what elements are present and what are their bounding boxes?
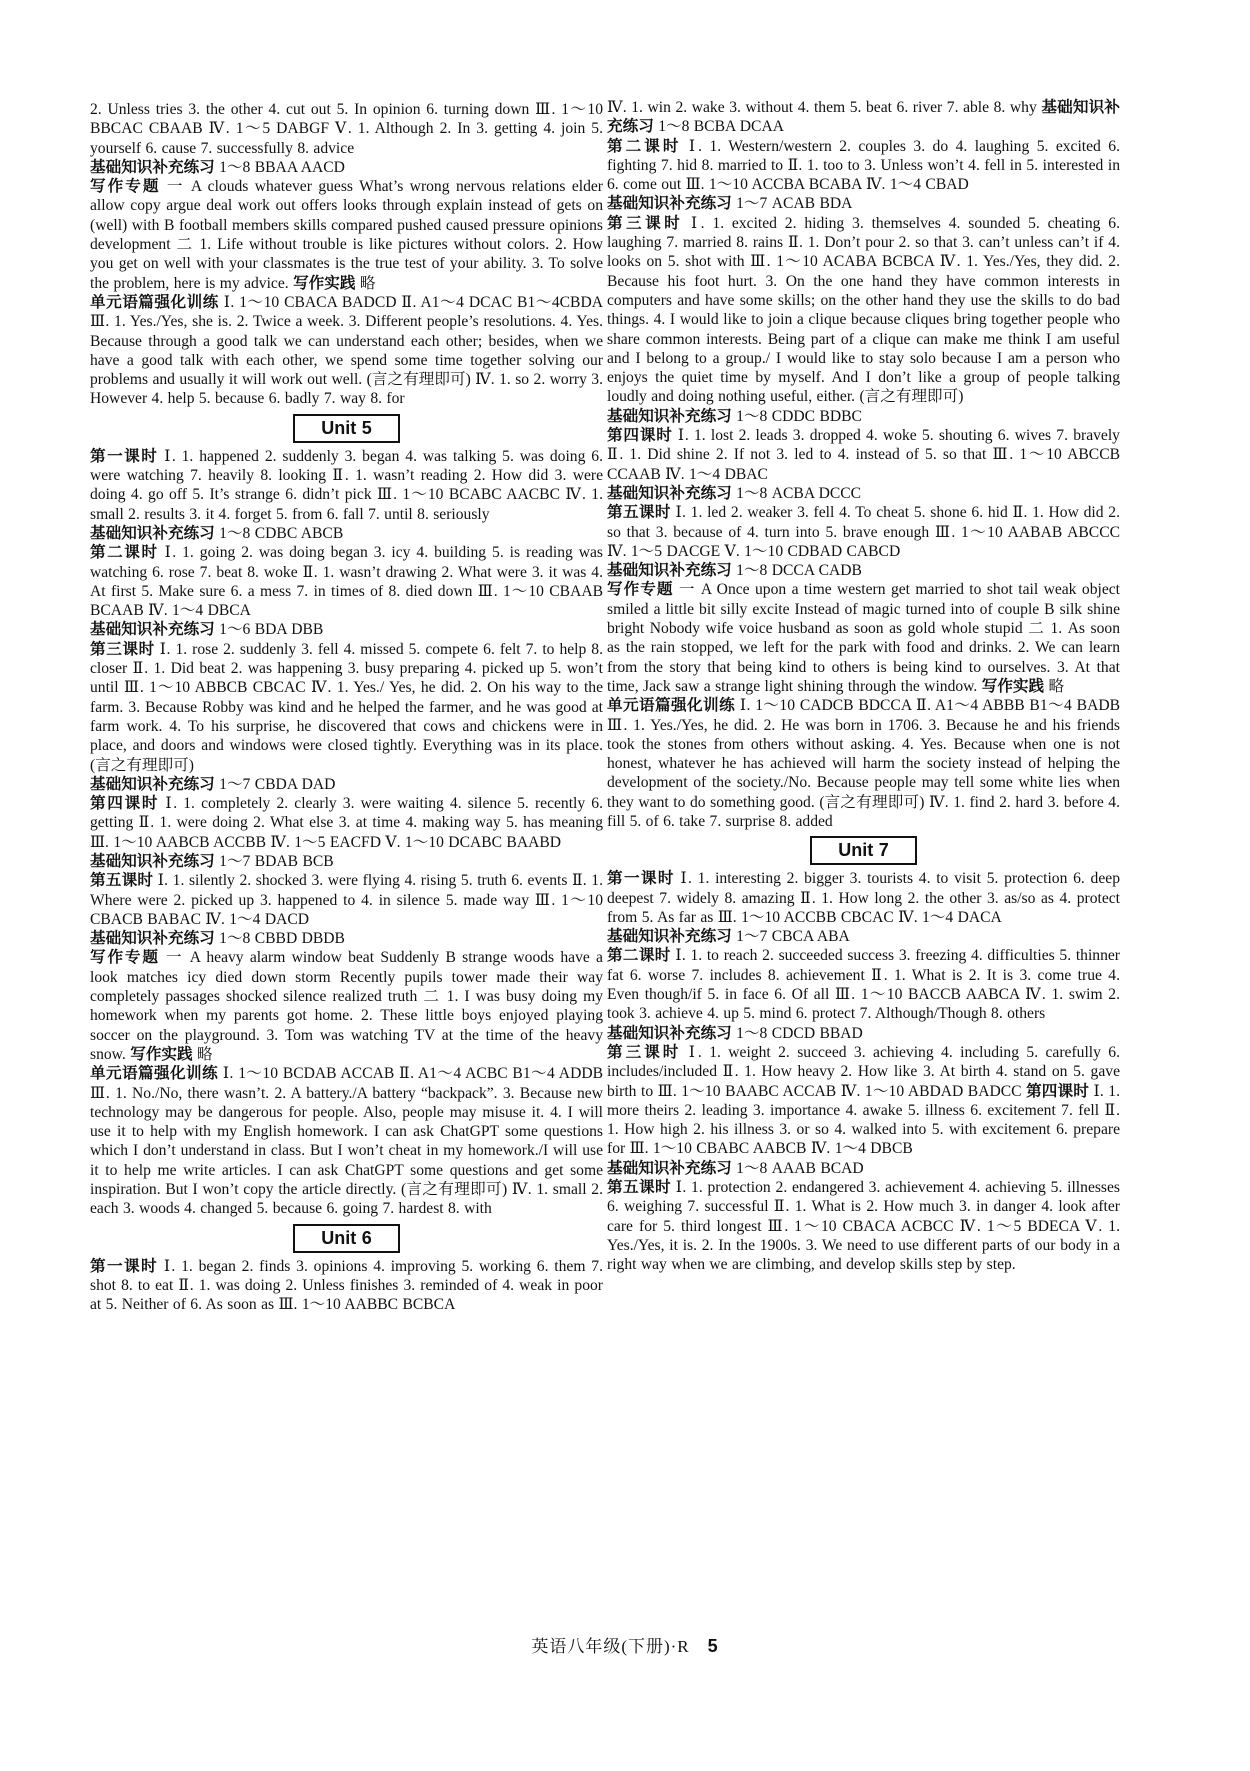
section-heading: 第四课时 xyxy=(607,427,673,445)
answers: Ⅰ. 1. rose 2. suddenly 3. fell 4. missed 5. compete 6. felt 7. to help 8. closer Ⅱ. 1. Did beat 2. was happening 3. busy preparing 4. picked up 5. won’t until Ⅲ. 1～10 ABBCB CBCAC Ⅳ. 1. Yes./ Yes, he did. 2. On his way to the farm. 3. Because Robby was kind and he helped the farmer, and he was good at farm work. 4. To his surprise, he discovered that cows and chickens were in place, and doors and windows were closed tightly. Everything was in its place. (言之有理即可) xyxy=(90,640,603,774)
answers: Ⅰ. 1. protection 2. endangered 3. achievement 4. achieving 5. illnesses 6. weighing 7. successful Ⅱ. 1. What is 2. How much 3. in danger 4. look after care for 5. third longest Ⅲ. 1～10 CBACA ACBCC Ⅳ. 1～5 BDECA Ⅴ. 1. Yes./Yes, it is. 2. In the 1900s. 3. We need to use different parts of our body in a right way when we are climbing, and develop skills step by step. xyxy=(607,1179,1120,1274)
answers: 一 A clouds whatever guess What’s wrong nervous relations elder allow copy argue deal work out offers looks through explain instead of gets on (well) with B football members skills compared pushed caused pressure opinions development 二 1. Life without trouble is like pictures without colors. 2. How you get on well with your classmates is the true test of your ability. 3. To solve the problem, here is my advice. xyxy=(90,178,603,292)
unit-title: Unit 5 xyxy=(293,414,400,443)
answers: 1～8 BCBA DCAA xyxy=(653,118,784,136)
section-heading: 写作实践 xyxy=(981,677,1045,695)
section-heading: 基础知识补充练习 xyxy=(90,621,215,639)
answers: Ⅰ. 1. happened 2. suddenly 3. began 4. was talking 5. was doing 6. were watching 7. heavily 8. looking Ⅱ. 1. wasn’t reading 2. How did 3. were doing 4. go off 5. It’s strange 6. didn’t pick Ⅲ. 1～10 BCABC AACBC Ⅳ. 1. small 2. results 3. it 4. forget 5. from 6. fall 7. until 8. seriously xyxy=(90,447,603,523)
exercise-block xyxy=(90,524,603,543)
section-heading: 单元语篇强化训练 xyxy=(607,697,736,715)
exercise-block xyxy=(607,696,1120,831)
section-heading: 基础知识补充练习 xyxy=(607,928,732,946)
exercise-block xyxy=(607,561,1120,580)
answers: 一 A Once upon a time western get married to shot tail weak object smiled a little bit silly excite Instead of magic turned into of couple B silk shine bright Nobody wife voice husband as soon as gold whole stupid 二 1. As soon as the rain stopped, we left for the park with food and drinks. 2. We can learn from the story that being kind to others is being kind to ourselves. 3. At that time, Jack saw a strange light shining through the window. xyxy=(607,581,1120,695)
answers: 1～8 CBBD DBDB xyxy=(214,930,345,948)
unit-title: Unit 7 xyxy=(810,836,917,865)
answers: 略 xyxy=(1044,677,1065,695)
section-heading: 写作实践 xyxy=(293,274,356,292)
exercise-block xyxy=(90,1257,603,1315)
section-heading: 第五课时 xyxy=(607,504,671,522)
answers: 1～7 CBCA ABA xyxy=(731,928,850,946)
answers: Ⅰ. 1～10 CADCB BDCCA Ⅱ. A1～4 ABBB B1～4 BADB Ⅲ. 1. Yes./Yes, he did. 2. He was born in 1706. 3. Because he and his friends took the stones from others without asking. 4. Yes. Because when one is not honest, whatever he has achieved will harm the society instead of helping the development of the society./No. Because people may tell some white lies when they want to do something good. (言之有理即可) Ⅳ. 1. find 2. hard 3. before 4. fill 5. of 6. take 7. surprise 8. added xyxy=(607,697,1120,830)
exercise-block xyxy=(607,137,1120,195)
exercise-block xyxy=(607,407,1120,426)
section-heading: 第四课时 xyxy=(90,795,160,813)
section-heading: 第一课时 xyxy=(90,1257,159,1275)
left-column xyxy=(90,100,603,1315)
answers: Ⅰ. 1. weight 2. succeed 3. achieving 4. including 5. carefully 6. includes/included Ⅱ. 1. How heavy 2. How like 3. At birth 4. stand on 5. gave birth to Ⅲ. 1～10 BAABC ACCAB Ⅳ. 1～10 ABDAD BADCC xyxy=(607,1043,1120,1100)
section-heading: 基础知识补充练习 xyxy=(607,195,732,213)
exercise-block xyxy=(90,158,603,177)
exercise-block xyxy=(90,948,603,1064)
section-heading: 基础知识补充练习 xyxy=(607,484,732,502)
answers: 1～8 ACBA DCCC xyxy=(731,484,862,502)
section-heading: 单元语篇强化训练 xyxy=(90,1065,219,1083)
section-heading: 单元语篇强化训练 xyxy=(90,293,219,311)
section-heading: 写作专题 xyxy=(607,581,674,599)
section-heading: 第三课时 xyxy=(607,214,684,232)
answers: Ⅰ. 1. more theirs 2. leading 3. importance 4. awake 5. illness 6. excitement 7. fell Ⅱ. 1. How high 2. his illness 3. or so 4. walked into 5. with excitement 6. prepare for Ⅲ. 1～10 CBABC AABCB Ⅳ. 1～4 DBCB xyxy=(607,1082,1120,1158)
exercise-block xyxy=(607,1043,1120,1159)
exercise-block xyxy=(607,98,1120,137)
answers: 略 xyxy=(355,274,376,292)
answers: 1～6 BDA DBB xyxy=(214,621,324,639)
answers: 1～8 BBAA AACD xyxy=(214,158,345,176)
section-heading: 写作专题 xyxy=(90,949,160,967)
answers: Ⅰ. 1. lost 2. leads 3. dropped 4. woke 5. shouting 6. wives 7. bravely Ⅱ. 1. Did shine 2. If not 3. led to 4. instead of 5. so that Ⅲ. 1～10 ABCCB CCAAB Ⅳ. 1～4 DBAC xyxy=(607,427,1120,483)
section-heading: 第一课时 xyxy=(90,447,159,465)
answers: 1～7 BDAB BCB xyxy=(214,852,334,870)
section-heading: 第五课时 xyxy=(90,872,154,890)
exercise-block xyxy=(90,775,603,794)
answers: Ⅰ. 1. Western/western 2. couples 3. do 4. laughing 5. excited 6. fighting 7. hid 8. married to Ⅱ. 1. too to 3. Unless won’t 4. fell in 5. interested in 6. come out Ⅲ. 1～10 ACCBA BCABA Ⅳ. 1～4 CBAD xyxy=(607,137,1120,194)
section-heading: 第一课时 xyxy=(607,870,675,888)
section-heading: 第五课时 xyxy=(607,1179,671,1197)
exercise-block xyxy=(607,1178,1120,1274)
answers: Ⅰ. 1. silently 2. shocked 3. were flying 4. rising 5. truth 6. events Ⅱ. 1. Where were 2. picked up 3. happened to 4. in silence 5. made way Ⅲ. 1～10 CBACB BABAC Ⅳ. 1～4 DACD xyxy=(90,872,603,928)
answers: Ⅰ. 1. going 2. was doing began 3. icy 4. building 5. is reading was watching 6. rose 7. beat 8. woke Ⅱ. 1. wasn’t drawing 2. What were 3. it was 4. At first 5. Make sure 6. a mess 7. in times of 8. died down Ⅲ. 1～10 CBAAB BCAAB Ⅳ. 1～4 DBCA xyxy=(90,544,603,620)
section-heading: 基础知识补充练习 xyxy=(90,930,215,948)
exercise-block xyxy=(90,794,603,852)
answers: 1～8 AAAB BCAD xyxy=(731,1159,864,1177)
section-heading: 基础知识补充练习 xyxy=(90,775,215,793)
exercise-block xyxy=(607,484,1120,503)
unit-5-heading xyxy=(90,414,603,443)
exercise-block xyxy=(607,1159,1120,1178)
exercise-block xyxy=(90,543,603,620)
section-heading: 第二课时 xyxy=(607,137,682,155)
answers: 1～7 ACAB BDA xyxy=(731,195,853,213)
answers: 1～8 DCCA CADB xyxy=(731,562,862,580)
section-heading: 基础知识补充练习 xyxy=(90,158,215,176)
section-heading: 第四课时 xyxy=(1026,1082,1090,1100)
answers: 1～8 CDBC ABCB xyxy=(214,524,344,542)
section-heading: 基础知识补充练习 xyxy=(607,562,732,580)
page-number: 5 xyxy=(707,1636,719,1656)
answers: Ⅰ. 1～10 CBACA BADCD Ⅱ. A1～4 DCAC B1～4CBDA Ⅲ. 1. Yes./Yes, she is. 2. Twice a week. 3. Different people’s resolutions. 4. Yes. Because through a good talk we can understand each other; besides, when we have a good talk with each other, we spend some time together solving our problems and usually it will work out well. (言之有理即可) Ⅳ. 1. so 2. worry 3. However 4. help 5. because 6. badly 7. way 8. for xyxy=(90,293,603,408)
section-heading: 第三课时 xyxy=(90,640,155,658)
section-heading: 基础知识补充练习 xyxy=(90,524,215,542)
unit4-tail-answers: 2. Unless tries 3. the other 4. cut out 5. In opinion 6. turning down Ⅲ. 1～10 BBCAC CBAAB Ⅳ. 1～5 DABGF Ⅴ. 1. Although 2. In 3. getting 4. join 5. yourself 6. cause 7. successfully 8. advice xyxy=(90,101,603,157)
answers: Ⅰ. 1～10 BCDAB ACCAB Ⅱ. A1～4 ACBC B1～4 ADDB Ⅲ. 1. No./No, there wasn’t. 2. A battery./A battery “backpack”. 3. Because new technology may be dangerous for people. Also, people may misuse it. 4. I will use it to help with my English homework. I can ask ChatGPT some questions which I don’t understand in class. But I won’t cheat in my homework./I will use it to help me write articles. I can ask ChatGPT some questions and get some inspiration. But I won’t copy the article directly. (言之有理即可) Ⅳ. 1. small 2. each 3. woods 4. changed 5. because 6. going 7. hardest 8. with xyxy=(90,1065,603,1218)
answers: Ⅰ. 1. interesting 2. bigger 3. tourists 4. to visit 5. protection 6. deep deepest 7. widely 8. amazing Ⅱ. 1. How long 2. the other 3. as/so as 4. protect from 5. As far as Ⅲ. 1～10 ACCBB CBCAC Ⅳ. 1～4 DACA xyxy=(607,870,1120,926)
exercise-block xyxy=(90,929,603,948)
section-heading: 基础知识补充练习 xyxy=(607,1024,732,1042)
answers: Ⅰ. 1. began 2. finds 3. opinions 4. improving 5. working 6. them 7. shot 8. to eat Ⅱ. 1. was doing 2. Unless finishes 3. reminded of 4. weak in poor at 5. Neither of 6. As soon as Ⅲ. 1～10 AABBC BCBCA xyxy=(90,1257,603,1314)
answers: Ⅰ. 1. excited 2. hiding 3. themselves 4. sounded 5. cheating 6. laughing 7. married 8. rains Ⅱ. 1. Don’t pour 2. so that 3. can’t unless can’t if 4. looks on 5. shot with Ⅲ. 1～10 ACABA BCBCA Ⅳ. 1. Yes./Yes, they did. 2. Because his foot hurt. 3. On the one hand they have common interests in computers and have some skills; on the other hand they use the skills to do bad things. 4. I would like to join a clique because cliques bring together people who share common interests. Being part of a clique can make me think I am useful and I belong to a group./ I would like to stay solo because I am a person who enjoys the quiet time by myself. And I don’t like a group of people talking loudly and doing nothing useful, either. (言之有理即可) xyxy=(607,214,1120,406)
section-heading: 写作实践 xyxy=(130,1045,193,1063)
exercise-block xyxy=(607,869,1120,927)
unit-title: Unit 6 xyxy=(293,1224,400,1253)
exercise-block xyxy=(607,503,1120,561)
exercise-block xyxy=(90,447,603,524)
unit-7-heading xyxy=(607,836,1120,865)
exercise-block xyxy=(90,871,603,929)
answers: 略 xyxy=(192,1045,213,1063)
section-heading: 第二课时 xyxy=(607,947,671,965)
answers: Ⅰ. 1. led 2. weaker 3. fell 4. To cheat 5. shone 6. hid Ⅱ. 1. How did 2. so that 3. because of 4. turn into 5. brave enough Ⅲ. 1～10 AABAB ABCCC Ⅳ. 1～5 DACGE Ⅴ. 1～10 CDBAD CABCD xyxy=(607,504,1120,560)
answers: 1～8 CDDC BDBC xyxy=(731,407,862,425)
book-title: 英语八年级(下册)·R xyxy=(531,1637,690,1656)
page-footer xyxy=(0,1632,1250,1657)
exercise-block xyxy=(90,177,603,293)
exercise-block xyxy=(607,426,1120,484)
section-heading: 基础知识补充练习 xyxy=(90,852,215,870)
answers: 1～7 CBDA DAD xyxy=(214,775,336,793)
section-heading: 基础知识补充练习 xyxy=(607,99,1120,136)
section-heading: 基础知识补充练习 xyxy=(607,1159,732,1177)
answers: 1～8 CDCD BBAD xyxy=(731,1024,863,1042)
exercise-block xyxy=(607,214,1120,407)
exercise-block xyxy=(607,580,1120,696)
exercise-block xyxy=(607,1024,1120,1043)
answers: Ⅰ. 1. to reach 2. succeeded success 3. freezing 4. difficulties 5. thinner fat 6. worse 7. includes 8. achievement Ⅱ. 1. What is 2. It is 3. come true 4. Even though/if 5. in face 6. Of all Ⅲ. 1～10 BACCB AABCA Ⅳ. 1. swim 2. took 3. achieve 4. up 5. mind 6. protect 7. Although/Though 8. others xyxy=(607,947,1120,1023)
section-heading: 写作专题 xyxy=(90,178,161,196)
exercise-block xyxy=(90,852,603,871)
exercise-block xyxy=(90,293,603,409)
answers: 一 A heavy alarm window beat Suddenly B strange woods have a look matches icy died down storm Recently pupils tower made their way completely passages shocked silence realized truth 二 1. I was busy doing my homework when my parents got home. 2. These little boys enjoyed playing soccer on the playground. 3. Tom was watching TV at the time of the heavy snow. xyxy=(90,949,603,1063)
section-heading: 第二课时 xyxy=(90,544,159,562)
exercise-block xyxy=(607,927,1120,946)
unit-6-heading xyxy=(90,1224,603,1253)
exercise-block xyxy=(90,640,603,775)
exercise-block xyxy=(607,194,1120,213)
right-column xyxy=(607,98,1120,1275)
exercise-block xyxy=(90,620,603,639)
answers: Ⅰ. 1. completely 2. clearly 3. were waiting 4. silence 5. recently 6. getting Ⅱ. 1. were doing 2. What else 3. at time 4. making way 5. has meaning Ⅲ. 1～10 AABCB ACCBB Ⅳ. 1～5 EACFD Ⅴ. 1～10 DCABC BAABD xyxy=(90,795,603,851)
exercise-block xyxy=(607,946,1120,1023)
section-heading: 基础知识补充练习 xyxy=(607,407,732,425)
exercise-block xyxy=(90,1064,603,1218)
answers: Ⅳ. 1. win 2. wake 3. without 4. them 5. beat 6. river 7. able 8. why xyxy=(607,99,1042,116)
section-heading: 第三课时 xyxy=(607,1043,682,1061)
